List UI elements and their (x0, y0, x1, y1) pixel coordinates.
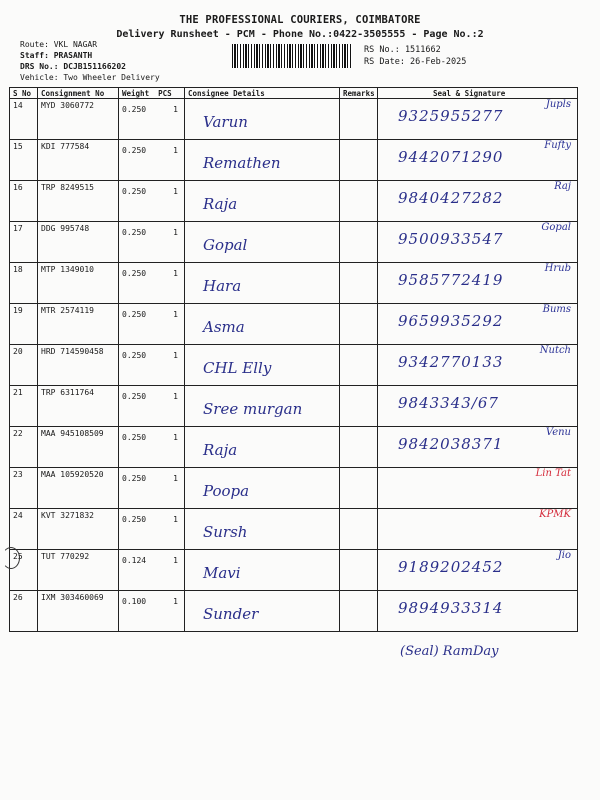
runsheet-table (9, 87, 578, 632)
cell-consignment: MTR 2574119 (38, 304, 119, 345)
pcs-value: 1 (173, 597, 178, 606)
cell-consignee (185, 345, 340, 386)
cell-consignee (185, 222, 340, 263)
cell-sno: 23 (10, 468, 38, 509)
table-row (10, 509, 578, 550)
col-consignee: Consignee Details (185, 88, 340, 99)
cell-sno: 19 (10, 304, 38, 345)
cell-seal (378, 140, 578, 181)
cell-remarks (340, 181, 378, 222)
receiver-phone: 9442071290 (398, 148, 504, 166)
consignee-name: Sree murgan (203, 400, 303, 418)
receiver-signature: Gopal (541, 222, 571, 233)
cell-consignment: MAA 105920520 (38, 468, 119, 509)
consignee-name: Raja (203, 195, 238, 213)
cell-weight-pcs (119, 140, 185, 181)
pcs-value: 1 (173, 474, 178, 483)
cell-remarks (340, 345, 378, 386)
cell-sno: 15 (10, 140, 38, 181)
weight-value: 0.250 (122, 228, 147, 237)
cell-sno: 22 (10, 427, 38, 468)
cell-consignee (185, 140, 340, 181)
col-seal: Seal & Signature (378, 88, 578, 99)
consignee-name: Raja (203, 441, 238, 459)
cell-seal (378, 591, 578, 632)
cell-remarks (340, 304, 378, 345)
cell-consignment: DDG 995748 (38, 222, 119, 263)
cell-consignee (185, 468, 340, 509)
cell-weight-pcs (119, 386, 185, 427)
cell-consignee (185, 304, 340, 345)
cell-sno: 21 (10, 386, 38, 427)
table-row (10, 304, 578, 345)
cell-seal (378, 181, 578, 222)
cell-sno: 18 (10, 263, 38, 304)
cell-seal (378, 222, 578, 263)
cell-consignment: TRP 6311764 (38, 386, 119, 427)
runsheet-title: Delivery Runsheet - PCM - Phone No.:0422-3505555 - Page No.:2 (116, 29, 484, 40)
table-row (10, 427, 578, 468)
receiver-signature: Bums (542, 304, 571, 315)
consignee-name: Mavi (203, 564, 241, 582)
cell-consignment: IXM 303460069 (38, 591, 119, 632)
cell-seal (378, 386, 578, 427)
receiver-phone: 9189202452 (398, 558, 504, 576)
receiver-phone: 9842038371 (398, 435, 504, 453)
cell-consignee (185, 386, 340, 427)
pcs-value: 1 (173, 433, 178, 442)
col-consignment: Consignment No (38, 88, 119, 99)
pcs-value: 1 (173, 146, 178, 155)
pcs-value: 1 (173, 187, 178, 196)
pcs-value: 1 (173, 105, 178, 114)
weight-value: 0.250 (122, 310, 147, 319)
receiver-signature: Fufty (544, 140, 571, 151)
cell-seal (378, 468, 578, 509)
cell-consignee (185, 99, 340, 140)
weight-value: 0.250 (122, 433, 147, 442)
cell-consignee (185, 509, 340, 550)
weight-value: 0.250 (122, 105, 147, 114)
cell-consignment: KVT 3271832 (38, 509, 119, 550)
receiver-signature: Lin Tat (535, 468, 571, 479)
cell-seal (378, 550, 578, 591)
cell-consignment: HRD 714590458 (38, 345, 119, 386)
cell-consignment: MYD 3060772 (38, 99, 119, 140)
table-row (10, 550, 578, 591)
consignee-name: CHL Elly (203, 359, 272, 377)
weight-value: 0.250 (122, 474, 147, 483)
route-label: Route: VKL NAGAR (20, 40, 98, 49)
rs-number: RS No.: 1511662 (364, 45, 441, 55)
cell-weight-pcs (119, 263, 185, 304)
cell-sno: 16 (10, 181, 38, 222)
cell-sno: 25 (10, 550, 38, 591)
consignee-name: Varun (203, 113, 248, 131)
rs-date: RS Date: 26-Feb-2025 (364, 57, 467, 67)
pcs-value: 1 (173, 392, 178, 401)
weight-value: 0.250 (122, 351, 147, 360)
table-row (10, 386, 578, 427)
pcs-value: 1 (173, 228, 178, 237)
col-remarks: Remarks (340, 88, 378, 99)
cell-consignment: MTP 1349010 (38, 263, 119, 304)
consignee-name: Sursh (203, 523, 248, 541)
consignee-name: Hara (203, 277, 242, 295)
receiver-signature: Nutch (539, 345, 571, 356)
receiver-phone: 9659935292 (398, 312, 504, 330)
cell-seal (378, 99, 578, 140)
cell-seal (378, 345, 578, 386)
weight-value: 0.250 (122, 269, 147, 278)
pcs-value: 1 (173, 310, 178, 319)
cell-sno: 20 (10, 345, 38, 386)
receiver-phone: 9342770133 (398, 353, 504, 371)
cell-consignment: TRP 8249515 (38, 181, 119, 222)
table-header-row (10, 88, 578, 99)
weight-value: 0.250 (122, 392, 147, 401)
cell-remarks (340, 427, 378, 468)
consignee-name: Remathen (203, 154, 281, 172)
cell-consignee (185, 263, 340, 304)
cell-remarks (340, 468, 378, 509)
cell-consignment: KDI 777584 (38, 140, 119, 181)
cell-remarks (340, 140, 378, 181)
receiver-signature: KPMK (539, 509, 571, 520)
table-row (10, 263, 578, 304)
cell-weight-pcs (119, 99, 185, 140)
cell-sno: 26 (10, 591, 38, 632)
receiver-phone: 9585772419 (398, 271, 504, 289)
cell-weight-pcs (119, 222, 185, 263)
receiver-phone: 9843343/67 (398, 394, 499, 412)
pcs-value: 1 (173, 351, 178, 360)
consignee-name: Gopal (203, 236, 248, 254)
cell-seal (378, 427, 578, 468)
receiver-phone: 9500933547 (398, 230, 504, 248)
table-row (10, 222, 578, 263)
barcode (232, 44, 352, 68)
receiver-signature: Jupls (545, 99, 571, 110)
cell-weight-pcs (119, 427, 185, 468)
cell-weight-pcs (119, 181, 185, 222)
weight-value: 0.250 (122, 515, 147, 524)
pcs-value: 1 (173, 269, 178, 278)
cell-consignee (185, 550, 340, 591)
cell-consignment: MAA 945108509 (38, 427, 119, 468)
receiver-phone: 9840427282 (398, 189, 504, 207)
receiver-signature: Jio (557, 550, 571, 561)
receiver-signature: Raj (554, 181, 571, 192)
cell-seal (378, 263, 578, 304)
pcs-value: 1 (173, 556, 178, 565)
pcs-value: 1 (173, 515, 178, 524)
cell-weight-pcs (119, 509, 185, 550)
cell-weight-pcs (119, 304, 185, 345)
cell-sno: 17 (10, 222, 38, 263)
cell-remarks (340, 550, 378, 591)
table-row (10, 591, 578, 632)
weight-value: 0.100 (122, 597, 147, 606)
company-name: THE PROFESSIONAL COURIERS, COIMBATORE (179, 14, 421, 26)
row-25-circle-mark (2, 547, 20, 569)
cell-weight-pcs (119, 345, 185, 386)
receiver-signature: Venu (545, 427, 571, 438)
table-row (10, 140, 578, 181)
extra-signature: (Seal) RamDay (400, 644, 499, 659)
cell-remarks (340, 591, 378, 632)
cell-remarks (340, 509, 378, 550)
cell-remarks (340, 99, 378, 140)
receiver-phone: 9894933314 (398, 599, 504, 617)
cell-weight-pcs (119, 468, 185, 509)
cell-consignment: TUT 770292 (38, 550, 119, 591)
cell-consignee (185, 591, 340, 632)
cell-seal (378, 304, 578, 345)
vehicle-label: Vehicle: Two Wheeler Delivery (20, 73, 160, 82)
weight-value: 0.124 (122, 556, 147, 565)
weight-value: 0.250 (122, 187, 147, 196)
table-row (10, 181, 578, 222)
weight-value: 0.250 (122, 146, 147, 155)
table-row (10, 99, 578, 140)
col-weight-pcs: Weight PCS (119, 88, 185, 99)
cell-weight-pcs (119, 591, 185, 632)
cell-sno: 24 (10, 509, 38, 550)
cell-sno: 14 (10, 99, 38, 140)
receiver-signature: Hrub (544, 263, 571, 274)
drs-number: DRS No.: DCJB151166202 (20, 62, 126, 71)
consignee-name: Asma (203, 318, 245, 336)
cell-weight-pcs (119, 550, 185, 591)
cell-remarks (340, 263, 378, 304)
col-sno: S No (10, 88, 38, 99)
cell-consignee (185, 427, 340, 468)
table-row (10, 468, 578, 509)
receiver-phone: 9325955277 (398, 107, 504, 125)
cell-remarks (340, 222, 378, 263)
staff-label: Staff: PRASANTH (20, 51, 93, 60)
cell-seal (378, 509, 578, 550)
cell-consignee (185, 181, 340, 222)
consignee-name: Sunder (203, 605, 259, 623)
cell-remarks (340, 386, 378, 427)
consignee-name: Poopa (203, 482, 250, 500)
table-row (10, 345, 578, 386)
